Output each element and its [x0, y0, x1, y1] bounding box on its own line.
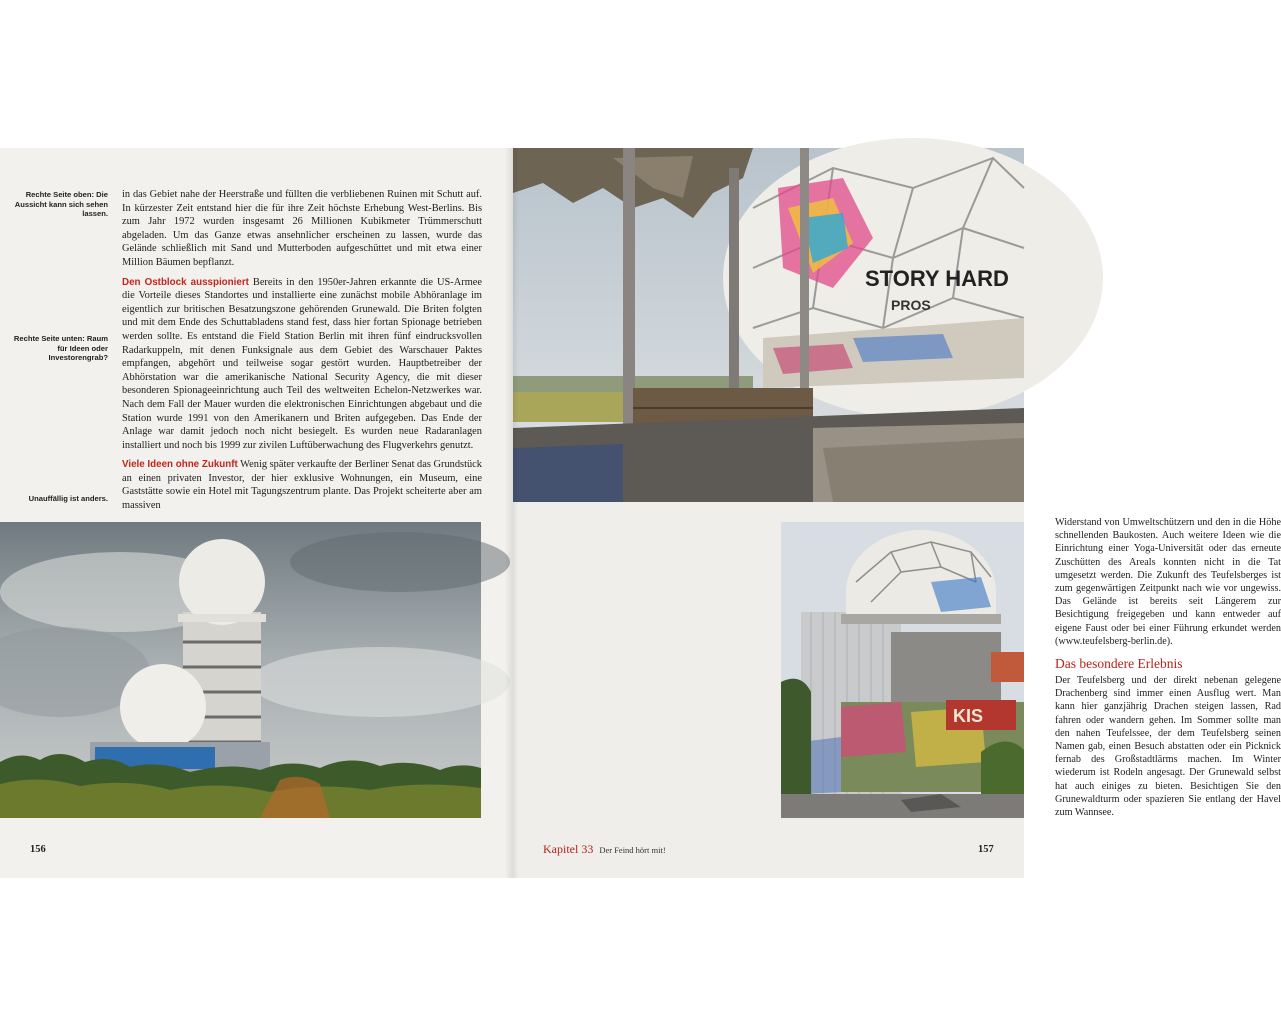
photo-radar-towers: [0, 522, 481, 818]
margin-note-top: Rechte Seite oben: Die Aussicht kann sich sehen lassen.: [14, 190, 108, 218]
left-page: [0, 148, 512, 878]
paragraph-5: Der Teufelsberg und der direkt nebenan gelegene Drachenberg sind immer einen Ausflug wert. Man kann hier ganzjährig Drachen steigen lassen, Rad fahren oder wandern gehen. Im Sommer sollte man den nahen Teufelssee, der dem Teufelsberg seinen Namen gab, einen Besuch abstatten oder ein Picknick fernab des Großstadtlärms machen. Im Winter wiederum ist Rodeln angesagt. Der Grunewald selbst hat auch einiges zu bieten. Besichtigen Sie den Grunewaldturm oder spazieren Sie entlang der Havel zum Wannsee.: [1055, 675, 1281, 819]
section-heading: Das besondere Erlebnis: [1055, 656, 1183, 672]
paragraph-4: Widerstand von Umweltschützern und den in die Höhe schnellenden Baukosten. Auch weitere Ideen wie die Einrichtung einer Yoga-Universität oder das erneute Zuschütten des Areals konnten nicht in die Tat umgesetzt werden. Die Zukunft des Teufelsberges ist zum gegenwärtigen Zeitpunkt nach wie vor ungewiss. Das Gelände ist bereits seit Längerem zur Besichtigung freigegeben und kann entweder auf eigene Faust oder bei einer Führung erkundet werden (www.teufelsberg-berlin.de).: [1055, 517, 1281, 647]
chapter-title: Der Feind hört mit!: [599, 845, 666, 855]
left-body-text: [122, 188, 482, 519]
book-gutter: [505, 148, 519, 878]
photo-tower-dome: [781, 522, 1024, 818]
book-spread: [0, 148, 1281, 878]
paragraph-3-text: Wenig später verkaufte der Berliner Senat das Grundstück an einen privaten Investor, der hier exklusive Wohnungen, ein Museum, eine Gaststätte sowie ein Hotel mit Tagungszentrum plante. Das Projekt scheiterte aber am massiven: [122, 459, 482, 512]
page-number-right: 157: [978, 844, 994, 855]
page-number-left: 156: [30, 844, 46, 855]
margin-note-middle: Rechte Seite unten: Raum für Ideen oder Investorengrab?: [13, 334, 108, 362]
chapter-footer: [543, 842, 666, 857]
lead-ideen: Viele Ideen ohne Zukunft: [122, 459, 238, 471]
graffiti-text-wall: KIS: [953, 706, 984, 726]
graffiti-text-dome: STORY HARD: [865, 266, 1009, 291]
margin-note-bottom: Unauffällig ist anders.: [28, 494, 108, 503]
paragraph-3: [122, 458, 482, 512]
photo-graffiti-dome: [513, 148, 1024, 502]
lead-ostblock: Den Ostblock ausspioniert: [122, 276, 249, 288]
chapter-number: Kapitel 33: [543, 842, 594, 856]
paragraph-1: in das Gebiet nahe der Heerstraße und füllten die verbliebenen Ruinen mit Schutt auf. In kürzester Zeit entstand hier die für ihre Zeit höchste Erhebung West-Berlins. Bis zum Jahr 1972 wurden insgesamt 26 Millionen Kubikmeter Trümmerschutt abgeladen. Um das Ganze etwas ansehnlicher erscheinen zu lassen, wurde das Gelände schließlich mit Sand und Mutterboden aufgeschüttet und mit etwa einer Million Bäumen bepflanzt.: [122, 189, 482, 268]
paragraph-2-text: Bereits in den 1950er-Jahren erkannte die US-Armee die Vorteile dieses Standortes und installierte eine zunächst mobile Abhöranlage im eigentlich zur britischen Besatzungszone gehörenden Grunewald. Die Briten folgten und mit dem Ende des Schuttabladens stand fest, dass hier fortan Spionage betrieben werden sollte. Es entstand die Field Station Berlin mit ihren fünf eindrucksvollen Radarkuppeln, mit denen Funksignale aus dem Gebiet des Warschauer Paktes empfangen, abgehört und teilweise sogar gestört wurden. Hauptbetreiber der Abhörstation war die amerikanische National Security Agency, die mit dieser besonderen Spionageeinrichtung auch Teil des weltweiten Echelon-Netzwerkes war. Nach dem Fall der Mauer wurden die elektronischen Einrichtungen abgebaut und die Station wurde 1991 von den Amerikanern und Briten aufgegeben. Das Ende der Anlage war damit jedoch noch nicht besiegelt. Es wurden neue Radaranlagen installiert und noch bis 1999 zur zivilen Luftüberwachung des Flugverkehrs genutzt.: [122, 276, 483, 451]
paragraph-2: [122, 276, 482, 453]
graffiti-text-dome-small: PROS: [891, 297, 931, 313]
right-body-text: [1055, 516, 1281, 819]
right-page: [512, 148, 1281, 878]
